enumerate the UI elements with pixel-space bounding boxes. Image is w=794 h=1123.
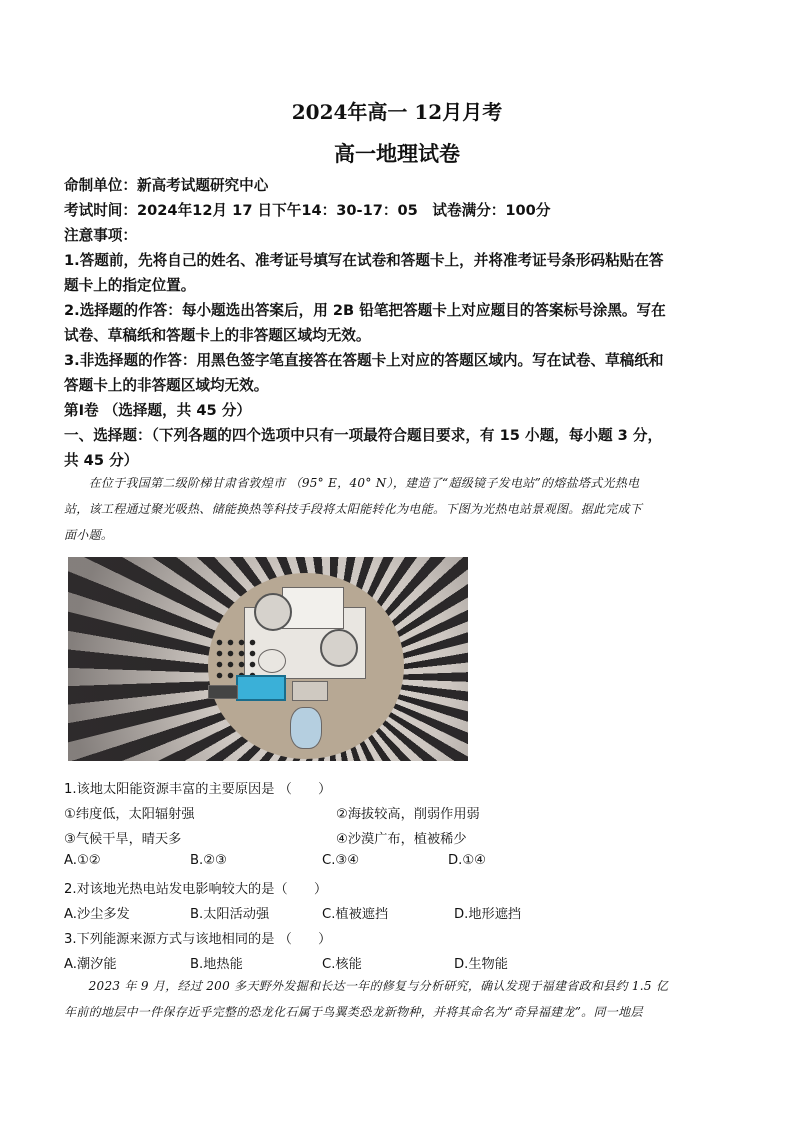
q2-option-a: A.沙尘多发 xyxy=(64,907,130,922)
passage-2-line-1: 2023 年 9 月，经过 200 多天野外发掘和长达一年的修复与分析研究，确认发现于福建省政和县约 1.5 亿 xyxy=(64,979,669,993)
q1-statement-1: ①纬度低，太阳辐射强 xyxy=(64,807,195,822)
note-3-line-2: 答题卡上的非答题区域均无效。 xyxy=(64,377,269,394)
compiler-line: 命制单位：新高考试题研究中心 xyxy=(64,177,269,194)
question-2-stem: 2.对该地光热电站发电影响较大的是（ ） xyxy=(64,882,328,897)
section-heading-line-2: 共 45 分） xyxy=(64,452,139,469)
note-1-line-1: 1.答题前，先将自己的姓名、准考证号填写在试卷和答题卡上，并将准考证号条形码粘贴在答 xyxy=(64,252,664,269)
passage-2 xyxy=(64,973,736,1025)
question-1-stem: 1.该地太阳能资源丰富的主要原因是 （ ） xyxy=(64,782,332,797)
q3-option-a: A.潮汐能 xyxy=(64,957,117,972)
q1-statement-3: ③气候干旱，晴天多 xyxy=(64,832,182,847)
exam-title: 2024年高一 12月月考 xyxy=(291,100,503,124)
passage-1-line-2: 站，该工程通过聚光吸热、储能换热等科技手段将太阳能转化为电能。下图为光热电站景观图。据此完成下 xyxy=(64,502,643,516)
solar-station-photo xyxy=(68,557,468,761)
note-2-line-2: 试卷、草稿纸和答题卡上的非答题区域均无效。 xyxy=(64,327,371,344)
part-heading: 第Ⅰ卷 （选择题，共 45 分） xyxy=(64,402,251,419)
passage-2-line-2: 年前的地层中一件保存近乎完整的恐龙化石属于鸟翼类恐龙新物种，并将其命名为“奇异福建龙”。同一地层 xyxy=(64,1005,643,1019)
time-score-line: 考试时间：2024年12月 17 日下午14：30-17：05 试卷满分：100分 xyxy=(64,202,551,219)
passage-1-line-3: 面小题。 xyxy=(64,528,114,542)
q1-option-d: D.①④ xyxy=(448,853,486,868)
q1-statement-2: ②海拔较高，削弱作用弱 xyxy=(336,807,480,822)
q2-option-c: C.植被遮挡 xyxy=(322,907,389,922)
q3-option-c: C.核能 xyxy=(322,957,362,972)
q3-option-b: B.地热能 xyxy=(190,957,243,972)
q1-option-c: C.③④ xyxy=(322,853,360,868)
note-2-line-1: 2.选择题的作答：每小题选出答案后，用 2B 铅笔把答题卡上对应题目的答案标号涂黑。写在 xyxy=(64,302,666,319)
q3-option-d: D.生物能 xyxy=(454,957,508,972)
question-3-stem: 3.下列能源来源方式与该地相同的是 （ ） xyxy=(64,932,332,947)
passage-1-line-1: 在位于我国第二级阶梯甘肃省敦煌市 （95° E，40° N），建造了“超级镜子发电站”的熔盐塔式光热电 xyxy=(64,476,640,490)
q2-option-b: B.太阳活动强 xyxy=(190,907,270,922)
q1-statement-4: ④沙漠广布，植被稀少 xyxy=(336,832,467,847)
paper-title: 高一地理试卷 xyxy=(334,141,460,166)
q2-option-d: D.地形遮挡 xyxy=(454,907,522,922)
q1-option-a: A.①② xyxy=(64,853,101,868)
note-1-line-2: 题卡上的指定位置。 xyxy=(64,277,196,294)
notes-heading: 注意事项： xyxy=(64,227,137,244)
note-3-line-1: 3.非选择题的作答：用黑色签字笔直接答在答题卡上对应的答题区域内。写在试卷、草稿纸和 xyxy=(64,352,664,369)
section-heading-line-1: 一、选择题：（下列各题的四个选项中只有一项最符合题目要求，有 15 小题，每小题 3 分， xyxy=(64,427,663,444)
q1-option-b: B.②③ xyxy=(190,853,227,868)
passage-1 xyxy=(64,470,736,548)
